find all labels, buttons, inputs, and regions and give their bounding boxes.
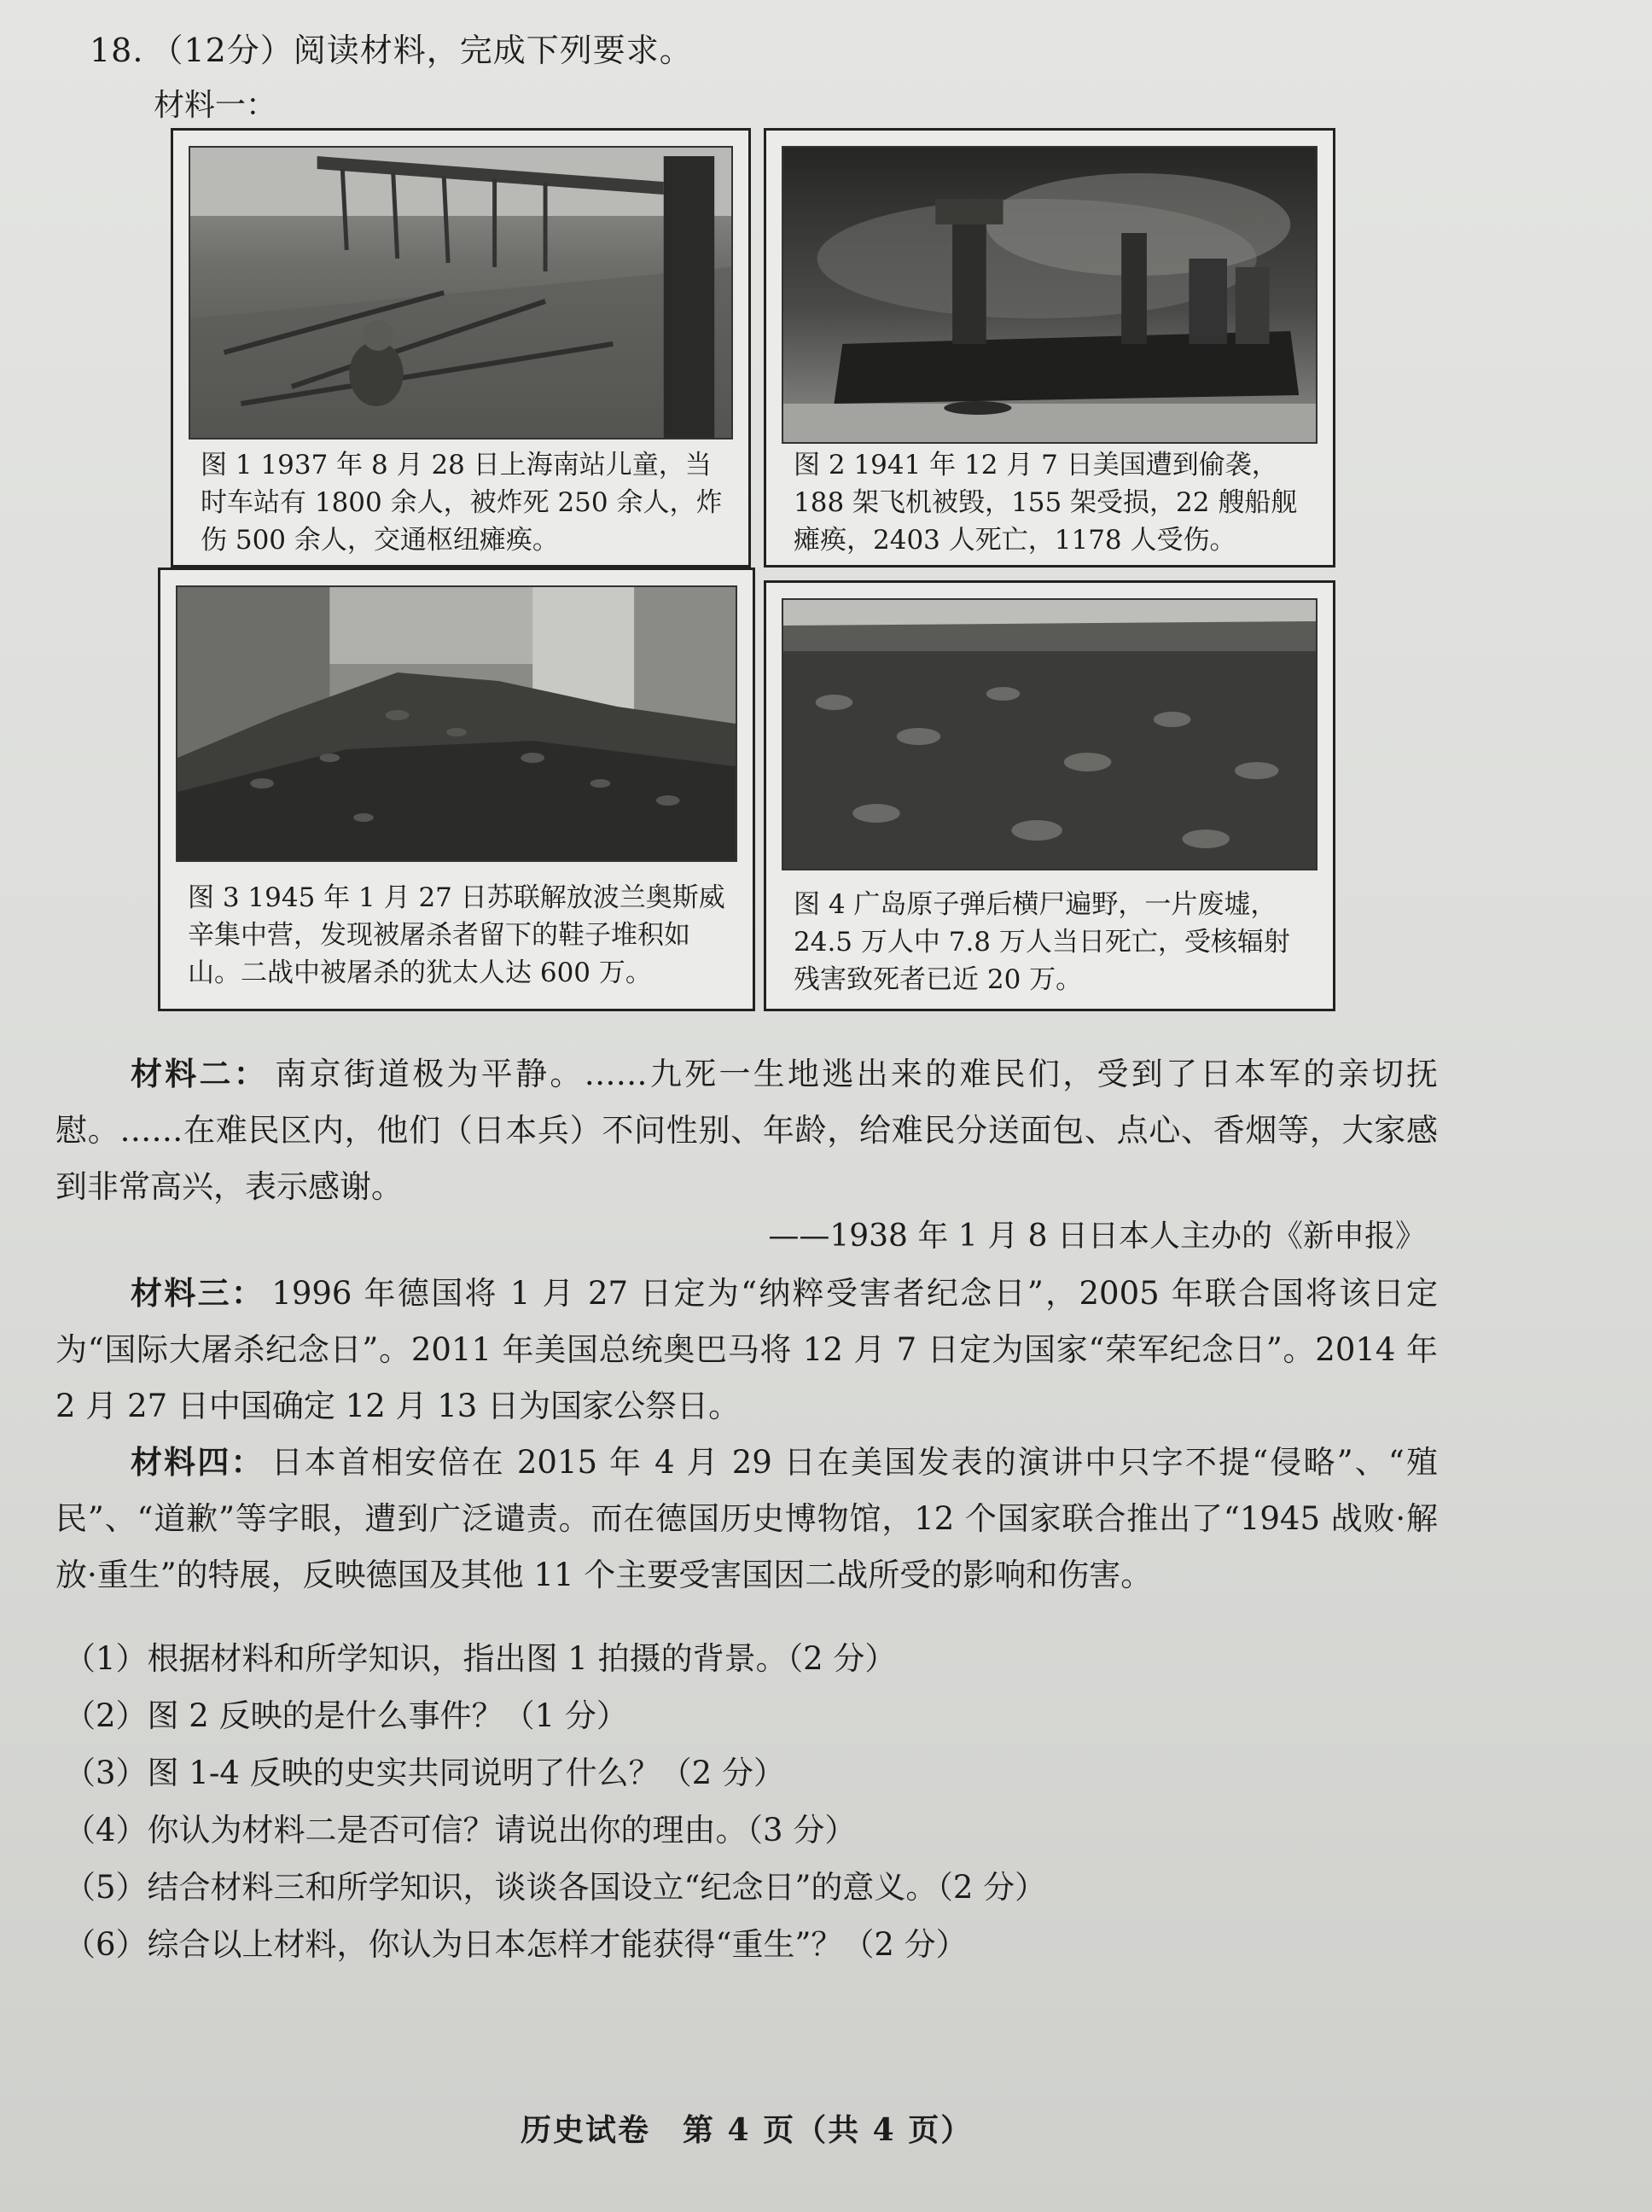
material1-label: 材料一： <box>154 88 277 123</box>
material-3-text: 1996 年德国将 1 月 27 日定为“纳粹受害者纪念日”，2005 年联合国将该日定为“国际大屠杀纪念日”。2011 年美国总统奥巴马将 12 月 7 日定为国家“荣军纪念日”。2014 年 2 月 27 日中国确定 12 月 13 日为国家公祭日。 <box>55 1275 1439 1424</box>
material-2-text: 南京街道极为平静。……九死一生地逃出来的难民们，受到了日本军的亲切抚慰。……在难民区内，他们（日本兵）不问性别、年龄，给难民分送面包、点心、香烟等，大家感到非常高兴，表示感谢。 <box>55 1056 1439 1205</box>
subquestion-3: （3）图 1-4 反映的史实共同说明了什么？（2 分） <box>64 1755 785 1791</box>
material-3-label: 材料三： <box>131 1274 265 1312</box>
question-number: 18. <box>90 32 144 69</box>
figure-4 <box>764 580 1335 1011</box>
subquestion-5: （5）结合材料三和所学知识，谈谈各国设立“纪念日”的意义。（2 分） <box>64 1869 1047 1906</box>
figure-4-caption: 图 4 广岛原子弹后横尸遍野，一片废墟，24.5 万人中 7.8 万人当日死亡，受核辐射残害致死者已近 20 万。 <box>794 889 1290 995</box>
figure-2 <box>764 128 1335 568</box>
figure-1-caption: 图 1 1937 年 8 月 28 日上海南站儿童，当时车站有 1800 余人，被炸死 250 余人，炸伤 500 余人，交通枢纽瘫痪。 <box>201 450 723 556</box>
figure-3 <box>158 568 755 1011</box>
subquestion-1: （1）根据材料和所学知识，指出图 1 拍摄的背景。（2 分） <box>64 1640 897 1677</box>
figure-1-photo <box>189 146 733 439</box>
figure-1 <box>171 128 751 568</box>
material-2 <box>55 1045 1438 1215</box>
material-4-label: 材料四： <box>131 1443 265 1481</box>
subquestion-list <box>64 1630 1046 1973</box>
material-4-text: 日本首相安倍在 2015 年 4 月 29 日在美国发表的演讲中只字不提“侵略”、“殖民”、“道歉”等字眼，遭到广泛谴责。而在德国历史博物馆，12 个国家联合推出了“1945 战败·解放·重生”的特展，反映德国及其他 11 个主要受害国因二战所受的影响和伤害。 <box>55 1444 1438 1593</box>
material-2-source: ——1938 年 1 月 8 日日本人主办的《新申报》 <box>768 1219 1426 1254</box>
figure-2-photo <box>782 146 1318 444</box>
subquestion-6: （6）综合以上材料，你认为日本怎样才能获得“重生”？（2 分） <box>64 1926 968 1963</box>
subquestion-4: （4）你认为材料二是否可信？请说出你的理由。（3 分） <box>64 1812 857 1848</box>
figure-3-caption: 图 3 1945 年 1 月 27 日苏联解放波兰奥斯威辛集中营，发现被屠杀者留下的鞋子堆积如山。二战中被屠杀的犹太人达 600 万。 <box>188 882 725 988</box>
figure-4-photo <box>782 598 1318 870</box>
material-2-label: 材料二： <box>131 1055 269 1092</box>
subquestion-2: （2）图 2 反映的是什么事件？（1 分） <box>64 1697 628 1734</box>
page-footer: 历史试卷 第 4 页（共 4 页） <box>521 2112 974 2148</box>
figure-2-caption: 图 2 1941 年 12 月 7 日美国遭到偷袭，188 架飞机被毁，155 架受损，22 艘船舰瘫痪，2403 人死亡，1178 人受伤。 <box>794 450 1298 556</box>
question-header <box>90 24 693 71</box>
material-4 <box>55 1434 1438 1604</box>
figure-3-photo <box>176 585 737 862</box>
question-instruction: （12分）阅读材料，完成下列要求。 <box>150 32 693 69</box>
material-3 <box>55 1265 1438 1435</box>
